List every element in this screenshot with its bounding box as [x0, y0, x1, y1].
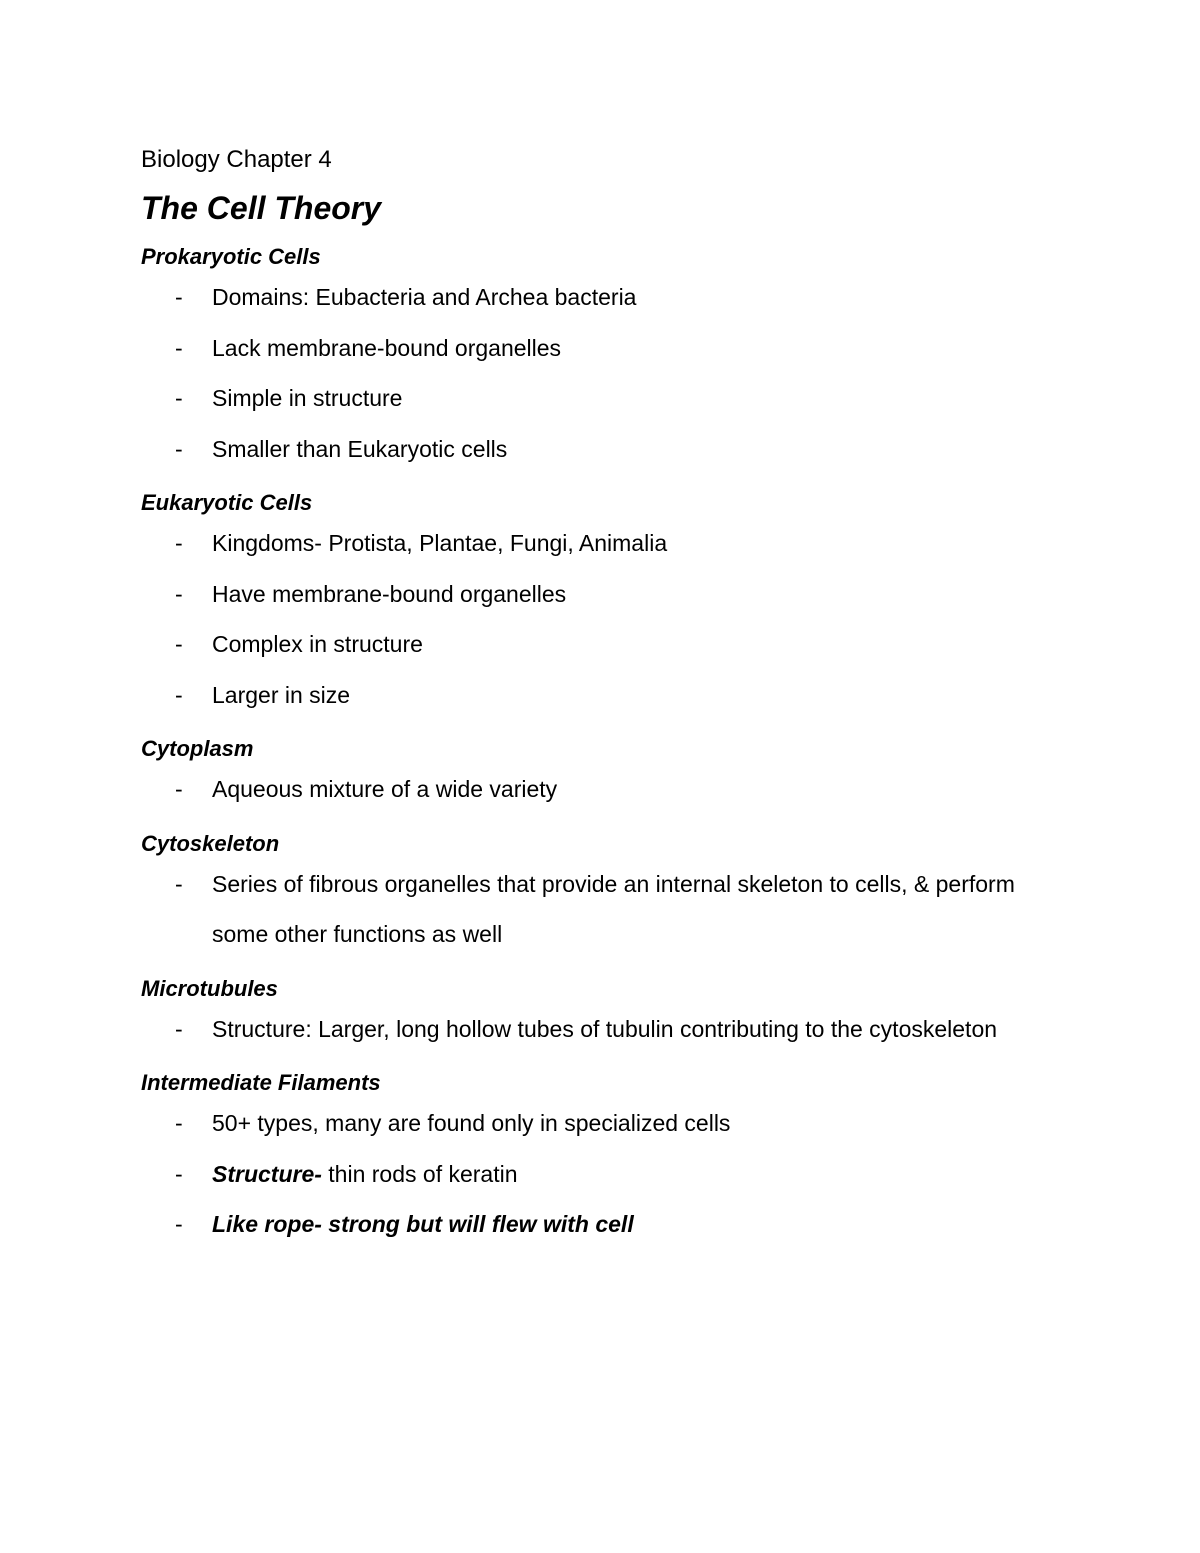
- section-heading: Eukaryotic Cells: [141, 490, 313, 515]
- section-heading: Cytoskeleton: [141, 830, 280, 856]
- bullet-dash: -: [175, 385, 183, 411]
- list-item-text: Larger in size: [212, 681, 351, 708]
- bullet-dash: -: [175, 631, 183, 657]
- section-heading: Microtubules: [141, 975, 278, 1001]
- list-item: [141, 1098, 1061, 1149]
- bullet-dash: -: [175, 1160, 183, 1187]
- section-cytoplasm: [141, 734, 1061, 815]
- bullet-dash: -: [175, 1211, 183, 1237]
- bullet-list: [141, 1098, 1061, 1250]
- list-item-text: thin rods of keratin: [321, 1160, 518, 1187]
- list-item: [141, 323, 1061, 374]
- bullet-list: [141, 272, 1061, 474]
- bullet-list: [141, 518, 1061, 720]
- document-title: The Cell Theory: [141, 190, 382, 226]
- bullet-list: [141, 1004, 1061, 1055]
- bullet-dash: -: [175, 284, 183, 310]
- bullet-dash: -: [175, 580, 183, 607]
- list-item: [141, 1149, 1061, 1200]
- section-heading: Prokaryotic Cells: [141, 244, 321, 269]
- list-item-text: Kingdoms- Protista, Plantae, Fungi, Animalia: [212, 530, 668, 556]
- list-item-text: Smaller than Eukaryotic cells: [212, 435, 508, 462]
- document-content: [141, 143, 1061, 1250]
- bullet-dash: -: [175, 334, 183, 361]
- list-item-text: Domains: Eubacteria and Archea bacteria: [212, 284, 637, 310]
- section-eukaryotic-cells: [141, 488, 1061, 720]
- bullet-list: [141, 859, 1061, 960]
- bullet-dash: -: [175, 435, 183, 462]
- bullet-dash: -: [175, 1110, 183, 1136]
- bullet-dash: -: [175, 776, 183, 802]
- bullet-list: [141, 764, 1061, 815]
- list-item-text: 50+ types, many are found only in specialized cells: [212, 1110, 731, 1136]
- list-item: [141, 569, 1061, 620]
- list-item-emphasis: Structure-: [212, 1160, 322, 1187]
- section-microtubules: [141, 974, 1061, 1055]
- section-intermediate-filaments: [141, 1068, 1061, 1250]
- section-cytoskeleton: [141, 829, 1061, 960]
- section-heading: Cytoplasm: [141, 736, 254, 761]
- list-item: [141, 373, 1061, 424]
- list-item: [141, 859, 1061, 960]
- section-prokaryotic-cells: [141, 242, 1061, 474]
- list-item-emphasis: Like rope- strong but will flew with cell: [212, 1211, 634, 1237]
- list-item-text: Have membrane-bound organelles: [212, 580, 567, 607]
- bullet-dash: -: [175, 870, 183, 897]
- list-item: [141, 272, 1061, 323]
- bullet-dash: -: [175, 681, 183, 708]
- bullet-dash: -: [175, 1015, 183, 1042]
- bullet-dash: -: [175, 530, 183, 556]
- list-item-text: Complex in structure: [212, 631, 423, 657]
- list-item: [141, 1004, 1061, 1055]
- list-item-text: Structure: Larger, long hollow tubes of tubulin contributing to the cytoskeleton: [212, 1015, 998, 1042]
- list-item-text: Series of fibrous organelles that provide an internal skeleton to cells, & perform some other functions as well: [212, 870, 1015, 947]
- document-subtitle: Biology Chapter 4: [141, 146, 332, 173]
- list-item: [141, 619, 1061, 670]
- section-heading: Intermediate Filaments: [141, 1070, 381, 1095]
- list-item: [141, 670, 1061, 721]
- list-item-text: Lack membrane-bound organelles: [212, 334, 562, 361]
- list-item-text: Aqueous mixture of a wide variety: [212, 776, 558, 802]
- list-item: [141, 518, 1061, 569]
- list-item: [141, 424, 1061, 475]
- list-item: [141, 1199, 1061, 1250]
- list-item-text: Simple in structure: [212, 385, 403, 411]
- list-item: [141, 764, 1061, 815]
